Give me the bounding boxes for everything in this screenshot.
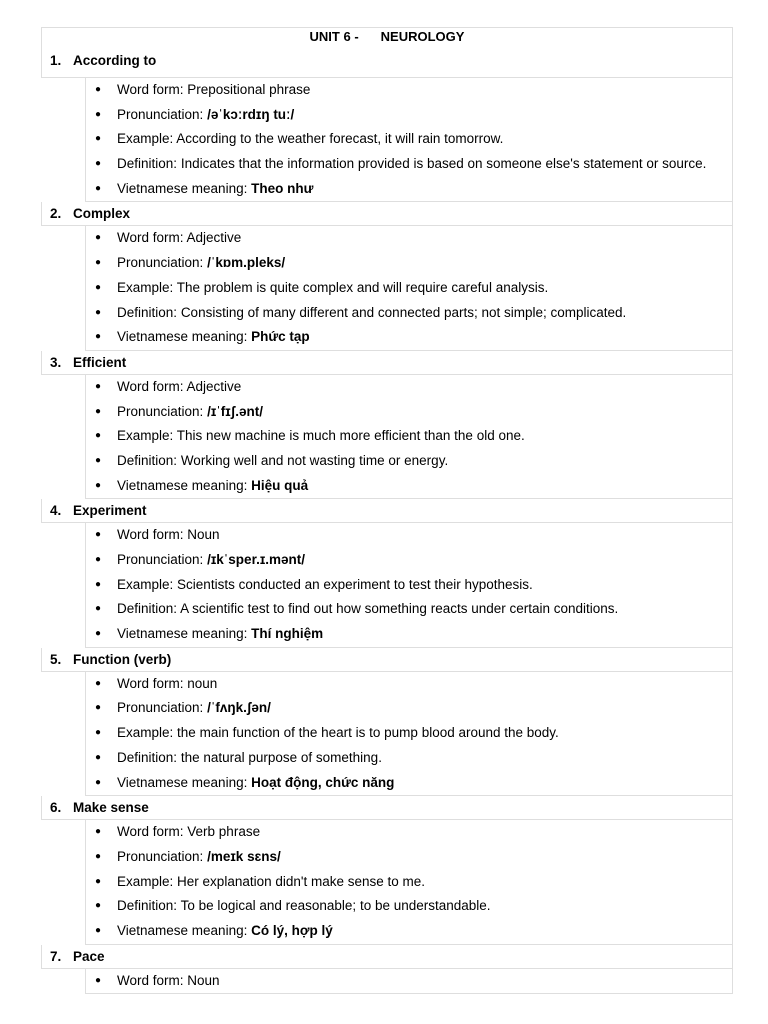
example-text xyxy=(117,424,525,449)
word-form-label: Word form: xyxy=(117,824,184,840)
example-value: According to the weather forecast, it will rain tomorrow. xyxy=(176,131,504,147)
bullet-icon: ● xyxy=(95,405,102,417)
word-form-item xyxy=(86,672,732,697)
bullet-icon: ● xyxy=(95,182,102,194)
word-form-item xyxy=(86,969,732,994)
bullet-icon: ● xyxy=(95,108,102,120)
example-value: Scientists conducted an experiment to test their hypothesis. xyxy=(177,576,533,592)
example-item xyxy=(86,573,732,598)
pronunciation-item xyxy=(86,103,732,128)
word-form-label: Word form: xyxy=(117,82,184,97)
term-details-list xyxy=(85,78,733,202)
definition-value: To be logical and reasonable; to be understandable. xyxy=(180,898,491,914)
example-label: Example: xyxy=(117,873,174,889)
vietnamese-meaning-text xyxy=(117,919,333,944)
term-details-list xyxy=(85,820,733,944)
word-form-value: Prepositional phrase xyxy=(187,82,311,97)
bullet-icon: ● xyxy=(95,850,102,862)
pronunciation-value: /ˈfʌŋk.ʃən/ xyxy=(207,700,271,716)
pronunciation-value: /meɪk sɛns/ xyxy=(207,848,281,864)
vietnamese-meaning-text xyxy=(117,771,394,796)
term-details-list xyxy=(85,375,733,499)
example-text xyxy=(117,870,425,895)
definition-value: Working well and not wasting time or energy. xyxy=(180,452,449,468)
definition-item xyxy=(86,152,732,177)
bullet-icon: ● xyxy=(95,232,102,244)
example-value: The problem is quite complex and will require careful analysis. xyxy=(176,279,549,295)
definition-label: Definition: xyxy=(117,898,178,914)
definition-text xyxy=(117,597,618,622)
term-word: Efficient xyxy=(73,354,127,370)
vietnamese-meaning-value: Có lý, hợp lý xyxy=(251,922,333,938)
vietnamese-meaning-label: Vietnamese meaning: xyxy=(117,626,248,642)
vocab-term-row xyxy=(41,945,733,969)
term-details-list xyxy=(85,969,733,995)
pronunciation-text xyxy=(117,548,305,573)
word-form-label: Word form: xyxy=(117,230,184,246)
example-text xyxy=(117,573,533,598)
bullet-icon: ● xyxy=(95,281,102,293)
definition-text xyxy=(117,152,706,177)
vietnamese-meaning-item xyxy=(86,771,732,796)
pronunciation-text xyxy=(117,845,281,870)
example-item xyxy=(86,127,732,152)
term-word: According to xyxy=(73,53,157,68)
term-number: 2. xyxy=(50,206,62,222)
pronunciation-value: /ɪˈfɪʃ.ənt/ xyxy=(207,403,264,419)
example-item xyxy=(86,870,732,895)
definition-item xyxy=(86,301,732,326)
definition-item xyxy=(86,449,732,474)
definition-label: Definition: xyxy=(117,156,178,172)
example-label: Example: xyxy=(117,428,174,444)
example-label: Example: xyxy=(117,576,174,592)
definition-text xyxy=(117,301,626,326)
example-label: Example: xyxy=(117,725,174,741)
word-form-item xyxy=(86,226,732,251)
vietnamese-meaning-text xyxy=(117,474,308,499)
bullet-icon: ● xyxy=(95,924,102,936)
vietnamese-meaning-label: Vietnamese meaning: xyxy=(117,922,248,938)
vocab-term-row xyxy=(41,351,733,375)
pronunciation-label: Pronunciation: xyxy=(117,848,204,864)
pronunciation-item xyxy=(86,400,732,425)
example-text xyxy=(117,721,559,746)
definition-value: Consisting of many different and connected parts; not simple; complicated. xyxy=(180,304,627,320)
bullet-icon: ● xyxy=(95,554,102,565)
definition-text xyxy=(117,449,448,474)
vietnamese-meaning-item xyxy=(86,919,732,944)
term-word: Pace xyxy=(73,948,105,964)
word-form-item xyxy=(86,375,732,400)
example-item xyxy=(86,276,732,301)
word-form-label: Word form: xyxy=(117,675,184,691)
bullet-icon: ● xyxy=(95,628,102,640)
vietnamese-meaning-item xyxy=(86,325,732,350)
example-value: the main function of the heart is to pump blood around the body. xyxy=(177,725,559,741)
vietnamese-meaning-label: Vietnamese meaning: xyxy=(117,477,248,493)
example-value: This new machine is much more efficient than the old one. xyxy=(176,428,525,444)
example-label: Example: xyxy=(117,279,174,295)
definition-label: Definition: xyxy=(117,749,178,765)
bullet-icon: ● xyxy=(95,875,102,887)
word-form-value: noun xyxy=(187,675,218,691)
vocabulary-list xyxy=(41,46,733,994)
pronunciation-text xyxy=(117,400,263,425)
vietnamese-meaning-value: Thí nghiệm xyxy=(251,626,324,642)
term-number: 6. xyxy=(50,800,62,816)
bullet-icon: ● xyxy=(95,454,102,466)
bullet-icon: ● xyxy=(95,257,102,269)
vietnamese-meaning-value: Hiệu quả xyxy=(251,477,309,493)
vocab-term-row xyxy=(41,796,733,820)
bullet-icon: ● xyxy=(95,84,102,95)
document-title xyxy=(41,27,733,46)
word-form-text xyxy=(117,672,217,697)
vietnamese-meaning-value: Theo như xyxy=(251,180,314,196)
word-form-text xyxy=(117,78,310,103)
pronunciation-item xyxy=(86,548,732,573)
term-word: Experiment xyxy=(73,503,147,519)
bullet-icon: ● xyxy=(95,974,102,986)
definition-text xyxy=(117,746,382,771)
example-label: Example: xyxy=(117,131,174,147)
word-form-text xyxy=(117,375,241,400)
bullet-icon: ● xyxy=(95,380,102,392)
word-form-label: Word form: xyxy=(117,378,184,394)
pronunciation-label: Pronunciation: xyxy=(117,552,204,567)
pronunciation-item xyxy=(86,845,732,870)
definition-item xyxy=(86,746,732,771)
pronunciation-item xyxy=(86,696,732,721)
pronunciation-value: /ɪkˈsper.ɪ.mənt/ xyxy=(207,552,306,567)
unit-label: UNIT 6 - xyxy=(309,29,359,44)
definition-item xyxy=(86,894,732,919)
definition-label: Definition: xyxy=(117,452,178,468)
definition-item xyxy=(86,597,732,622)
bullet-icon: ● xyxy=(95,900,102,912)
bullet-icon: ● xyxy=(95,578,102,590)
word-form-text xyxy=(117,523,220,548)
bullet-icon: ● xyxy=(95,751,102,763)
vietnamese-meaning-text xyxy=(117,325,310,350)
pronunciation-value: /əˈkɔːrdɪŋ tuː/ xyxy=(207,106,295,122)
definition-value: A scientific test to find out how something reacts under certain conditions. xyxy=(180,601,619,617)
word-form-item xyxy=(86,78,732,103)
word-form-text xyxy=(117,226,241,251)
definition-label: Definition: xyxy=(117,601,178,617)
vietnamese-meaning-label: Vietnamese meaning: xyxy=(117,329,248,345)
example-value: Her explanation didn't make sense to me. xyxy=(177,873,426,889)
pronunciation-text xyxy=(117,103,294,128)
bullet-icon: ● xyxy=(95,479,102,491)
bullet-icon: ● xyxy=(95,306,102,318)
bullet-icon: ● xyxy=(95,776,102,788)
term-details-list xyxy=(85,672,733,796)
vietnamese-meaning-item xyxy=(86,622,732,647)
pronunciation-text xyxy=(117,696,271,721)
term-number: 1. xyxy=(50,53,62,68)
pronunciation-value: /ˈkɒm.pleks/ xyxy=(207,255,286,271)
bullet-icon: ● xyxy=(95,430,102,442)
unit-topic: NEUROLOGY xyxy=(380,29,465,44)
definition-label: Definition: xyxy=(117,304,178,320)
vietnamese-meaning-text xyxy=(117,177,313,202)
bullet-icon: ● xyxy=(95,603,102,615)
vietnamese-meaning-value: Phức tạp xyxy=(251,329,310,345)
term-number: 4. xyxy=(50,503,62,519)
pronunciation-text xyxy=(117,251,285,276)
pronunciation-item xyxy=(86,251,732,276)
definition-value: the natural purpose of something. xyxy=(180,749,382,765)
word-form-value: Adjective xyxy=(186,230,242,246)
pronunciation-label: Pronunciation: xyxy=(117,403,204,419)
bullet-icon: ● xyxy=(95,727,102,739)
example-text xyxy=(117,127,503,152)
vietnamese-meaning-label: Vietnamese meaning: xyxy=(117,774,248,790)
example-item xyxy=(86,721,732,746)
term-details-list xyxy=(85,523,733,647)
bullet-icon: ● xyxy=(95,677,102,689)
word-form-item xyxy=(86,820,732,845)
bullet-icon: ● xyxy=(95,529,102,541)
word-form-label: Word form: xyxy=(117,527,184,543)
vietnamese-meaning-value: Hoạt động, chức năng xyxy=(251,774,395,790)
term-number: 3. xyxy=(50,354,62,370)
bullet-icon: ● xyxy=(95,702,102,714)
word-form-text xyxy=(117,969,220,994)
term-word: Complex xyxy=(73,206,131,222)
word-form-value: Noun xyxy=(187,972,220,988)
vocab-term-row xyxy=(41,648,733,672)
definition-text xyxy=(117,894,491,919)
bullet-icon: ● xyxy=(95,331,102,343)
word-form-value: Noun xyxy=(187,527,220,543)
word-form-item xyxy=(86,523,732,548)
term-word: Function (verb) xyxy=(73,651,172,667)
word-form-value: Adjective xyxy=(186,378,242,394)
pronunciation-label: Pronunciation: xyxy=(117,255,204,271)
vietnamese-meaning-text xyxy=(117,622,323,647)
vocab-term-row xyxy=(41,499,733,523)
definition-value: Indicates that the information provided is based on someone else's statement or source. xyxy=(180,156,707,172)
bullet-icon: ● xyxy=(95,826,102,838)
vietnamese-meaning-item xyxy=(86,474,732,499)
example-item xyxy=(86,424,732,449)
word-form-value: Verb phrase xyxy=(187,824,261,840)
bullet-icon: ● xyxy=(95,158,102,170)
term-number: 5. xyxy=(50,651,62,667)
bullet-icon: ● xyxy=(95,133,102,145)
vietnamese-meaning-label: Vietnamese meaning: xyxy=(117,180,248,196)
example-text xyxy=(117,276,548,301)
term-number: 7. xyxy=(50,948,62,964)
word-form-text xyxy=(117,820,260,845)
term-details-list xyxy=(85,226,733,350)
term-word: Make sense xyxy=(73,800,149,816)
vocabulary-document xyxy=(41,27,733,997)
vocab-term-row xyxy=(41,202,733,226)
vocab-term-row xyxy=(41,46,733,78)
pronunciation-label: Pronunciation: xyxy=(117,700,204,716)
pronunciation-label: Pronunciation: xyxy=(117,106,204,122)
vietnamese-meaning-item xyxy=(86,177,732,202)
word-form-label: Word form: xyxy=(117,972,184,988)
